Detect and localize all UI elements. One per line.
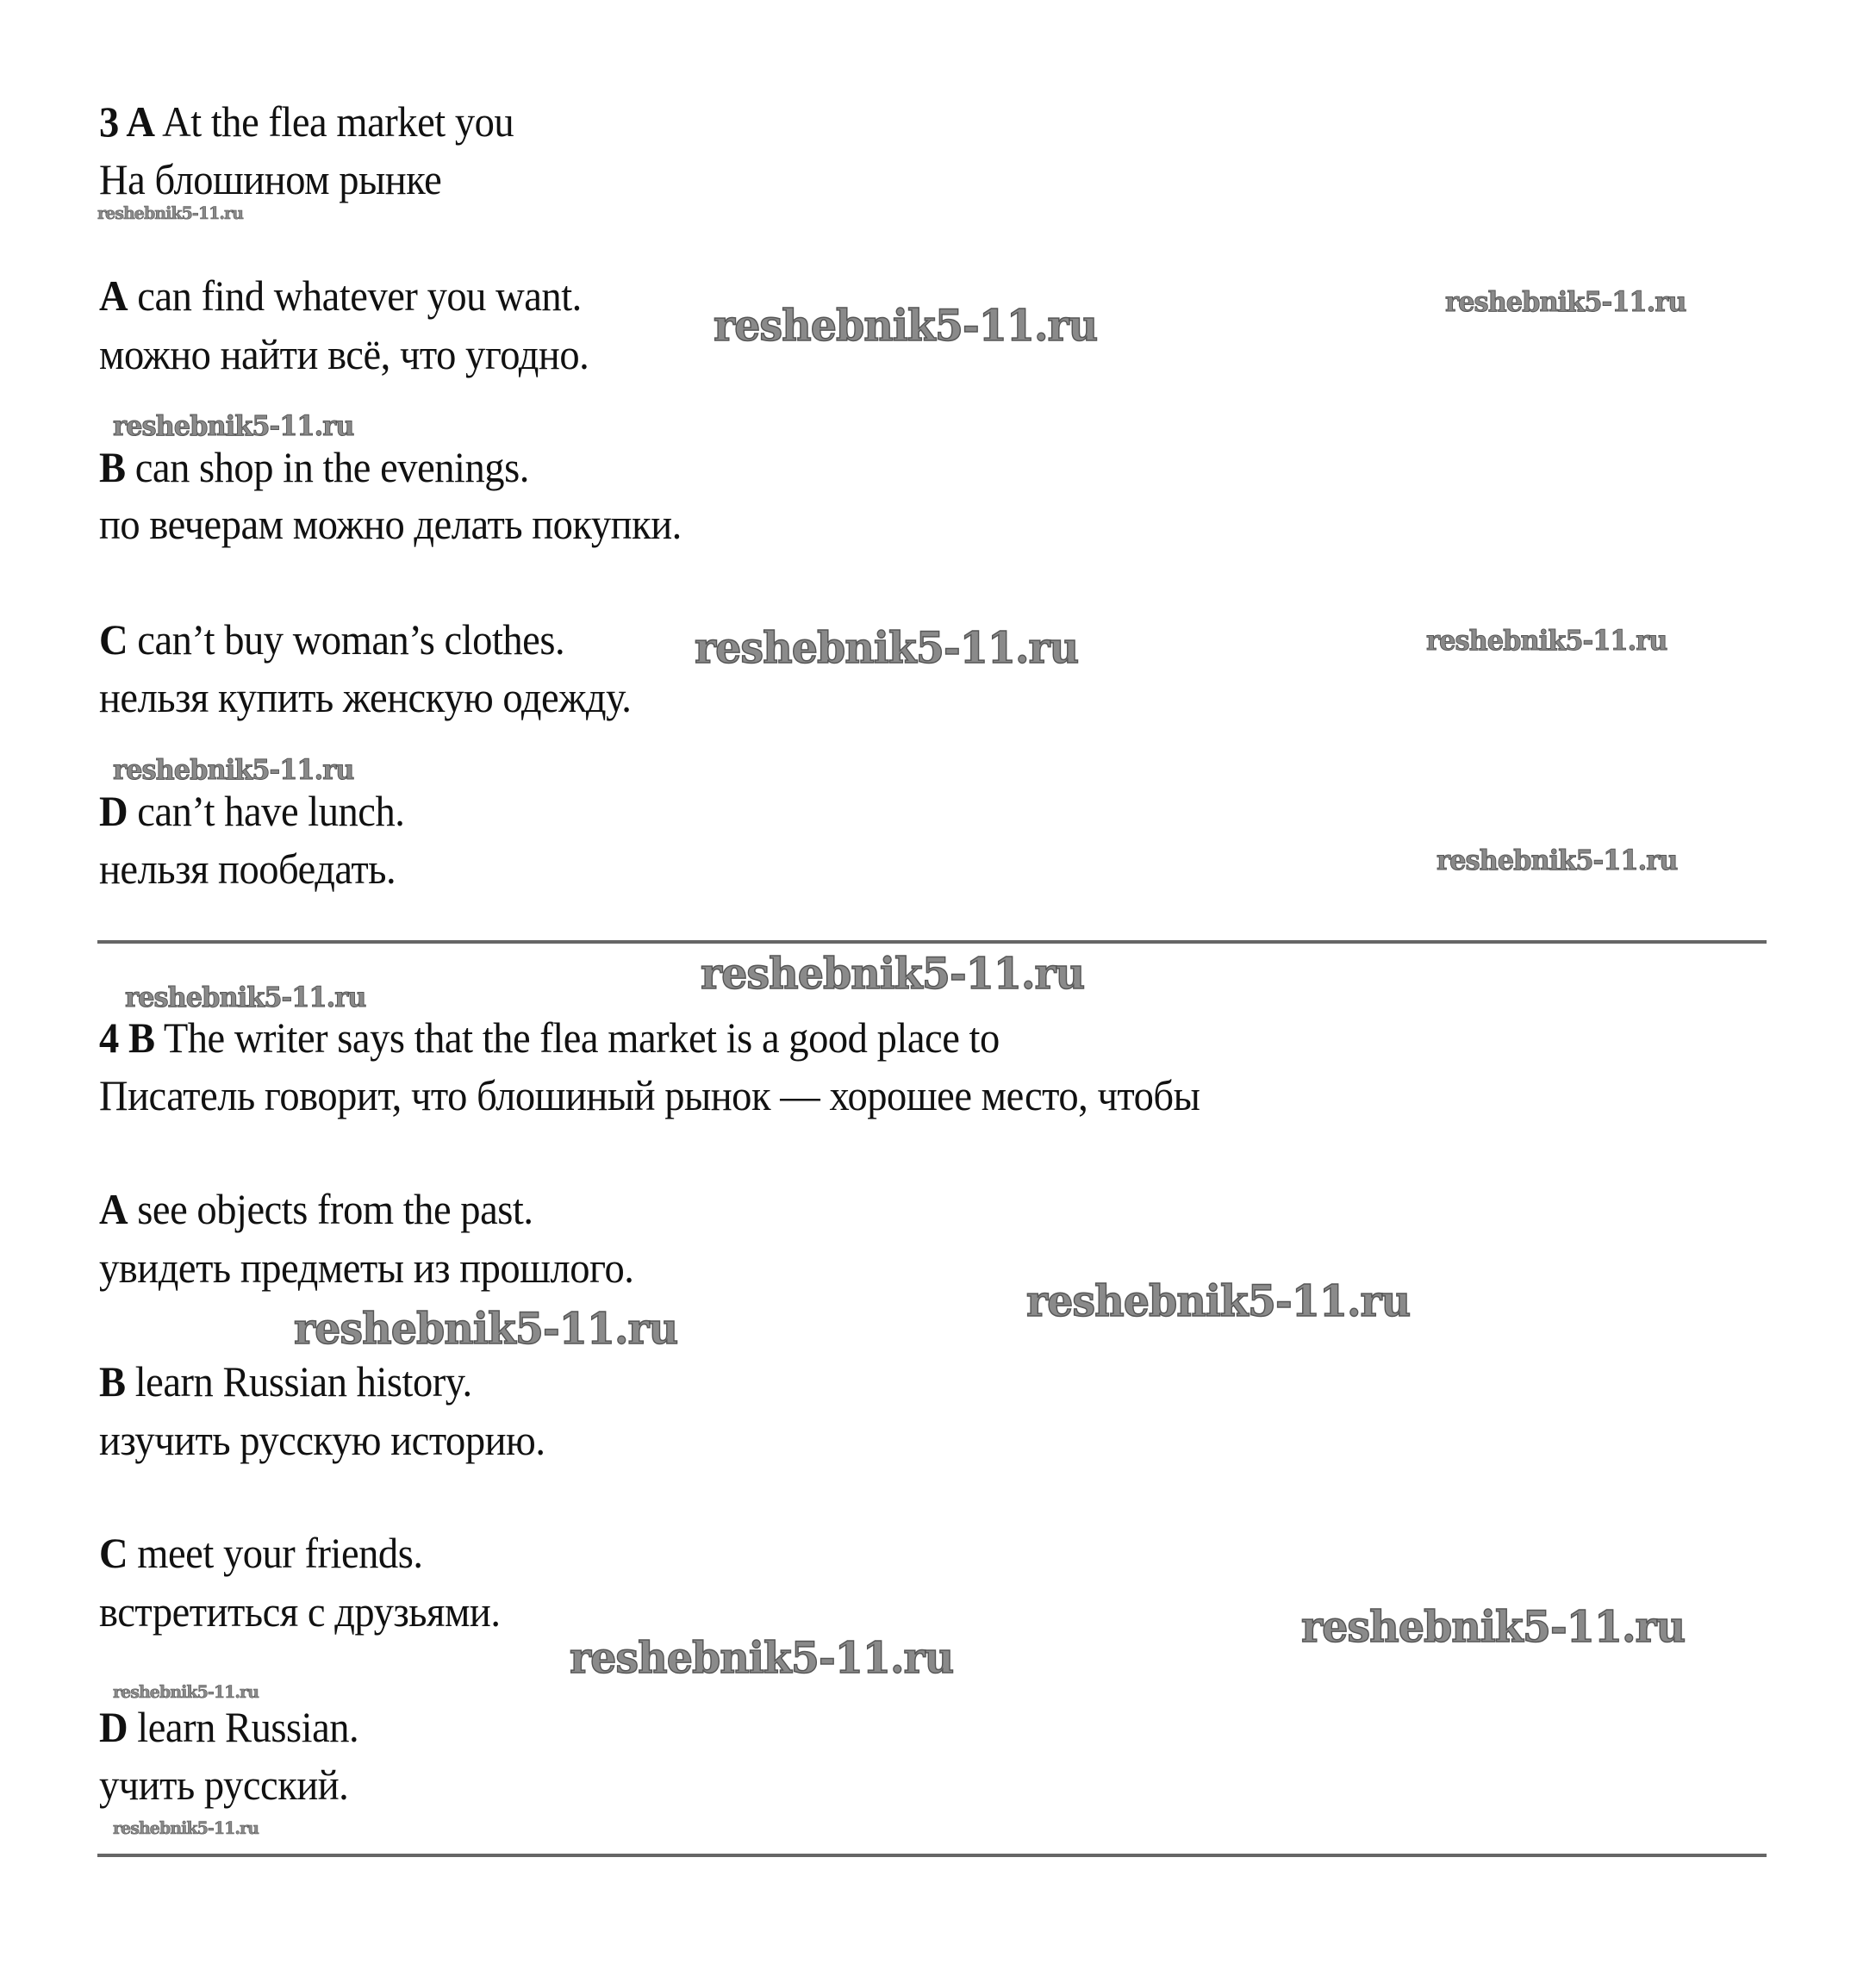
watermark: reshebnik5-11.ru bbox=[113, 409, 354, 442]
option-letter: A bbox=[99, 271, 128, 320]
option-text: can shop in the evenings. bbox=[134, 443, 529, 491]
watermark: reshebnik5-11.ru bbox=[294, 1303, 678, 1354]
task4-option-a-ru: увидеть предметы из прошлого. bbox=[99, 1244, 634, 1292]
task3-option-c-en bbox=[99, 614, 564, 665]
watermark: reshebnik5-11.ru bbox=[125, 981, 366, 1013]
task4-option-d-ru: учить русский. bbox=[99, 1761, 349, 1809]
option-text: can’t have lunch. bbox=[137, 787, 405, 835]
task3-option-d-en bbox=[99, 785, 404, 837]
watermark: reshebnik5-11.ru bbox=[113, 1817, 259, 1838]
watermark: reshebnik5-11.ru bbox=[113, 753, 354, 786]
watermark: reshebnik5-11.ru bbox=[1426, 624, 1667, 657]
option-letter: C bbox=[99, 1529, 128, 1577]
question-text: The writer says that the flea market is a good place to bbox=[163, 1013, 1000, 1062]
task4-question-en bbox=[99, 1012, 1000, 1063]
task-number: 4 B bbox=[99, 1013, 155, 1062]
task3-option-a-en bbox=[99, 270, 582, 321]
watermark: reshebnik5-11.ru bbox=[1301, 1601, 1686, 1652]
task4-option-a-en bbox=[99, 1183, 533, 1235]
task3-question-en bbox=[99, 96, 514, 147]
watermark: reshebnik5-11.ru bbox=[113, 1681, 259, 1702]
option-letter: A bbox=[99, 1185, 128, 1233]
watermark: reshebnik5-11.ru bbox=[1026, 1275, 1411, 1326]
watermark: reshebnik5-11.ru bbox=[695, 622, 1079, 673]
task4-option-c-ru: встретиться с друзьями. bbox=[99, 1587, 501, 1636]
option-text: learn Russian. bbox=[137, 1703, 359, 1751]
option-letter: C bbox=[99, 615, 128, 664]
task4-option-b-en bbox=[99, 1356, 472, 1407]
watermark: reshebnik5-11.ru bbox=[1445, 285, 1686, 318]
option-letter: D bbox=[99, 1703, 128, 1751]
task-number: 3 A bbox=[99, 97, 155, 146]
watermark: reshebnik5-11.ru bbox=[570, 1632, 954, 1683]
option-text: can find whatever you want. bbox=[137, 271, 582, 320]
question-text: At the flea market you bbox=[162, 97, 514, 146]
watermark: reshebnik5-11.ru bbox=[1437, 844, 1678, 876]
watermark: reshebnik5-11.ru bbox=[714, 300, 1098, 351]
task3-option-a-ru: можно найти всё, что угодно. bbox=[99, 330, 589, 378]
option-text: meet your friends. bbox=[137, 1529, 423, 1577]
task4-option-d-en bbox=[99, 1701, 358, 1753]
option-text: see objects from the past. bbox=[137, 1185, 533, 1233]
watermark: reshebnik5-11.ru bbox=[701, 948, 1085, 999]
option-text: can’t buy woman’s clothes. bbox=[137, 615, 565, 664]
task4-option-c-en bbox=[99, 1527, 423, 1579]
option-letter: B bbox=[99, 443, 126, 491]
task3-option-b-ru: по вечерам можно делать покупки. bbox=[99, 500, 682, 548]
task4-option-b-ru: изучить русскую историю. bbox=[99, 1416, 545, 1464]
task3-option-b-en bbox=[99, 441, 529, 493]
option-text: learn Russian history. bbox=[134, 1357, 472, 1406]
watermark: reshebnik5-11.ru bbox=[97, 203, 243, 223]
divider bbox=[97, 1854, 1767, 1857]
task4-question-ru: Писатель говорит, что блошиный рынок — хорошее место, чтобы bbox=[99, 1071, 1200, 1119]
task3-option-d-ru: нельзя пообедать. bbox=[99, 845, 396, 893]
divider bbox=[97, 940, 1767, 944]
task3-option-c-ru: нельзя купить женскую одежду. bbox=[99, 673, 632, 721]
option-letter: D bbox=[99, 787, 128, 835]
task3-question-ru: На блошином рынке bbox=[99, 155, 442, 203]
option-letter: B bbox=[99, 1357, 126, 1406]
